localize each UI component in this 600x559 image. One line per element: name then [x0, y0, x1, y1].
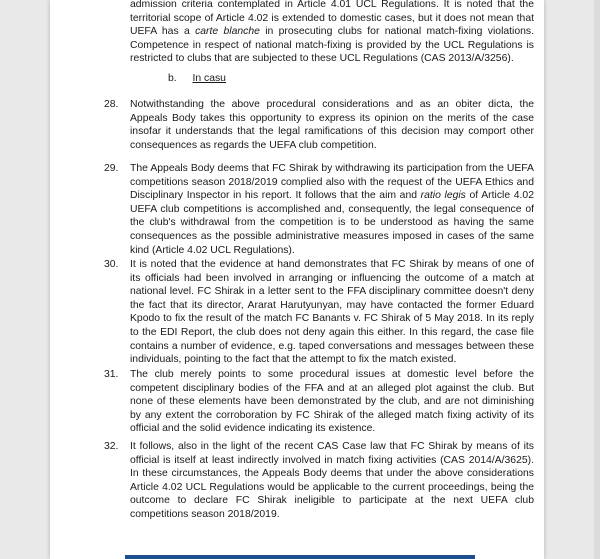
paragraph-number: 30.	[104, 259, 119, 270]
subheading	[168, 72, 226, 86]
paragraph-number: 29.	[104, 163, 119, 174]
footer-bar	[125, 555, 475, 559]
paragraph-32: It follows, also in the light of the recent CAS Case law that FC Shirak by means of its official is itself at least indirectly involved in match fixing activities (CAS 2014/A/3625). In these circumstances, the Appeals Body deems that under the above considerations Article 4.02 UCL Regulations would be applicable to the current proceedings, being the outcome to declare FC Shirak ineligible to participate at the next UEFA club competitions season 2018/2019.	[130, 441, 534, 520]
paragraph-number: 31.	[104, 369, 119, 380]
paragraph-30: It is noted that the evidence at hand demonstrates that FC Shirak by means of one of its officials had been involved in arranging or influencing the outcome of a match at national level. FC Shirak in a letter sent to the FFA disciplinary committee doesn't deny the fact that its director, Ararat Harutyunyan, may have contacted the former Eduard Kpodo to fix the result of the match FC Banants v. FC Shirak of 5 May 2018. In its reply to the EDI Report, the club does not deny again this either. In this regard, the case file contains a number of evidence, e.g. taped conversations and messages between these individuals, pointing to the fact that the attempt to fix the match existed.	[130, 259, 534, 366]
intro-italic: carte blanche	[195, 26, 260, 38]
scrollbar-track[interactable]	[594, 0, 600, 559]
subheading-title: In casu	[192, 73, 226, 84]
intro-text-after: in prosecuting clubs for national match-fixing violations. Competence in respect of national match-fixing is provided by the UCL Regulations is restricted to clubs that are subjected to these UCL Regulations (CAS 2013/A/3256).	[130, 26, 534, 65]
paragraph-number: 32.	[104, 441, 119, 452]
paragraph-29-text-before: The Appeals Body deems that FC Shirak by withdrawing its participation from the UEFA competitions season 2018/2019 complied also with the request of the UEFA Ethics and Disciplinary Inspector in his report. It follows that the aim and	[130, 163, 534, 202]
paragraph-31: The club merely points to some procedural issues at domestic level before the competent disciplinary bodies of the FFA and at an alleged plot against the club. But none of these elements have been demonstrated by the club, and are not diminishing by any extent the corroboration by FC Shirak of the alleged match fixing activity of its official and the solid evidence indicating its existence.	[130, 369, 534, 435]
intro-paragraph	[130, 0, 534, 66]
paragraph-number: 28.	[104, 99, 119, 110]
paragraph-29-text-after: of Article 4.02 UEFA club competitions is accomplished and, consequently, the legal consequence of the club's withdrawal from the competition is to be understood as having the same consequences as the possible administrative measures imposed in cases of the same kind (Article 4.02 UCL Regulations).	[130, 190, 534, 256]
paragraph-29-italic: ratio legis	[420, 190, 466, 202]
intro-text-before: admission criteria contemplated in Article 4.01 UCL Regulations. It is noted that the territorial scope of Article 4.02 is extended to domestic cases, but it does not mean that UEFA has a	[130, 0, 534, 38]
paragraph-29	[130, 162, 534, 257]
document-page	[50, 0, 544, 559]
paragraph-28: Notwithstanding the above procedural considerations and as an obiter dicta, the Appeals Body takes this opportunity to express its opinion on the merits of the case insofar it understands that the legal ramifications of this decision may comport other consequences as regards the UEFA club competition.	[130, 99, 534, 151]
subheading-letter: b.	[168, 73, 177, 84]
